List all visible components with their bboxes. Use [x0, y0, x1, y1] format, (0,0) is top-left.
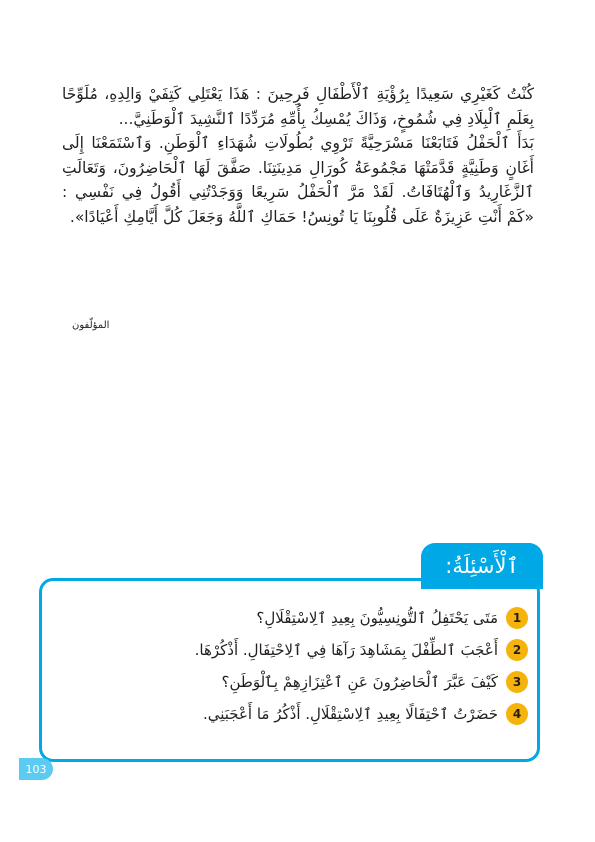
questions-title-tab: [421, 543, 543, 589]
question-text: أَعْجَبَ ٱلطِّفْلَ بِمَشَاهِدَ رَآهَا فِي ٱلِاحْتِفَالِ. أَذْكُرْهَا.: [194, 641, 498, 659]
story-text: [62, 82, 534, 229]
question-number-badge: 3: [506, 671, 528, 693]
question-item: [60, 698, 528, 730]
questions-list: [60, 602, 528, 730]
story-paragraph-2: بَدَأَ ٱلْحَفْلُ فَتَابَعْنَا مَسْرَحِيَّةً تَرْوِي بُطُولَاتِ شُهَدَاءِ ٱلْوَطَنِ. وَٱسْتَمَعْنَا إِلَى أَغَانٍ وَطَنِيَّةٍ قَدَّمَتْهَا مَجْمُوعَةُ كُورَالِ مَدِينَتِنَا. صَفَّقَ لَهَا ٱلْحَاضِرُونَ، وَتَعَالَتِ ٱلزَّغَارِيدُ وَٱلْهُتَافَاتُ. لَقَدْ مَرَّ ٱلْحَفْلُ سَرِيعًا وَوَجَدْتُنِي أَقُولُ فِي نَفْسِي : «كَمْ أَنْتِ عَزِيزَةٌ عَلَى قُلُوبِنَا يَا تُونِسُ! حَمَاكِ ٱللَّهُ وَجَعَلَ كُلَّ أَيَّامِكِ أَعْيَادًا».: [62, 134, 534, 226]
questions-title: ٱلْأَسْئِلَةُ:: [445, 554, 519, 578]
story-paragraph-1: كُنْتُ كَغَيْرِي سَعِيدًا بِرُؤْيَةِ ٱلْأَطْفَالِ فَرِحِينَ : هَذَا يَعْتَلِي كَتِفَيْ وَالِدِهِ، مُلَوِّحًا بِعَلَمِ ٱلْبِلَادِ فِي شُمُوخٍ، وَذَاكَ يُمْسِكُ بِأُمِّهِ مُرَدِّدًا ٱلنَّشِيدَ ٱلْوَطَنِيَّ...: [62, 85, 534, 128]
author-credit: المؤلّفون: [72, 320, 110, 331]
question-number-badge: 2: [506, 639, 528, 661]
question-text: كَيْفَ عَبَّرَ ٱلْحَاضِرُونَ عَنِ ٱعْتِزَازِهِمْ بِٱلْوَطَنِ؟: [221, 673, 498, 691]
question-item: [60, 634, 528, 666]
question-number-badge: 4: [506, 703, 528, 725]
page-number: 103: [25, 762, 47, 776]
question-text: مَتَى يَحْتَفِلُ ٱلتُّونِسِيُّونَ بِعِيدِ ٱلِاسْتِقْلَالِ؟: [256, 609, 498, 627]
page-number-badge: [19, 758, 53, 780]
question-number-badge: 1: [506, 607, 528, 629]
question-item: [60, 666, 528, 698]
question-text: حَضَرْتُ ٱحْتِفَالًا بِعِيدِ ٱلِاسْتِقْلَالِ. أَذْكُرُ مَا أَعْجَبَنِي.: [202, 705, 498, 723]
question-item: [60, 602, 528, 634]
